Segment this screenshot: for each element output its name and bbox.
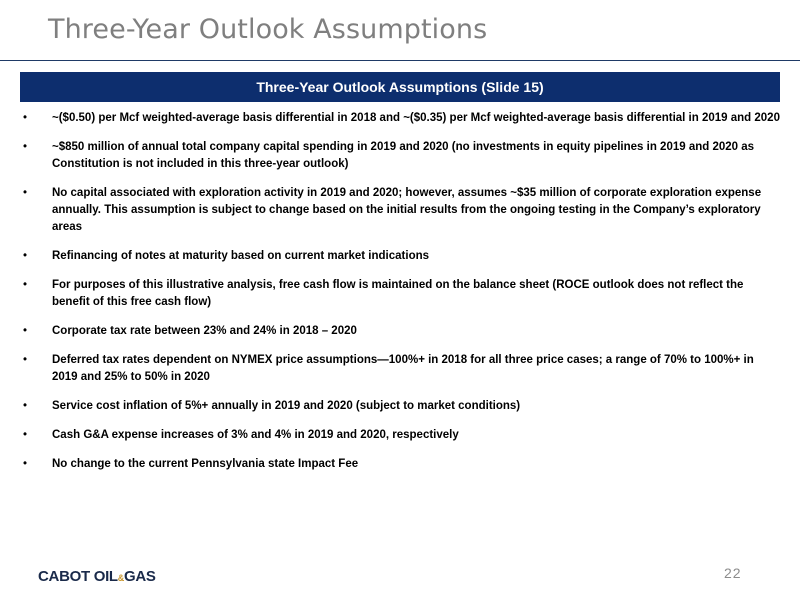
bullet-icon: • <box>23 187 28 199</box>
bullet-text: Deferred tax rates dependent on NYMEX price assumptions—100%+ in 2018 for all three price cases; a range of 70% to 100%+ in 2019 and 25% to 50% in 2020 <box>52 354 754 383</box>
assumptions-list <box>20 110 780 485</box>
bullet-icon: • <box>23 250 28 262</box>
bullet-text: Refinancing of notes at maturity based on current market indications <box>52 250 430 262</box>
list-item <box>20 456 780 473</box>
bullet-icon: • <box>23 112 28 124</box>
page-number: 22 <box>724 565 742 581</box>
list-item <box>20 139 780 173</box>
list-item <box>20 110 780 127</box>
list-item <box>20 352 780 386</box>
list-item <box>20 185 780 236</box>
bullet-icon: • <box>23 458 28 470</box>
banner-title: Three-Year Outlook Assumptions (Slide 15) <box>256 79 544 95</box>
list-item <box>20 427 780 444</box>
list-item <box>20 398 780 415</box>
bullet-text: For purposes of this illustrative analysis, free cash flow is maintained on the balance sheet (ROCE outlook does not reflect the benefit of this free cash flow) <box>52 279 744 308</box>
bullet-icon: • <box>23 354 28 366</box>
bullet-icon: • <box>23 279 28 291</box>
slide-title: Three-Year Outlook Assumptions <box>48 14 488 45</box>
bullet-text: ~$850 million of annual total company capital spending in 2019 and 2020 (no investments in equity pipelines in 2019 and 2020 as Constitution is not included in this three-year outlook) <box>52 141 755 170</box>
bullet-icon: • <box>23 429 28 441</box>
logo-ampersand: & <box>117 573 124 583</box>
bullet-text: ~($0.50) per Mcf weighted-average basis differential in 2018 and ~($0.35) per Mcf weighted-average basis differential in 2019 and 2020 <box>52 112 780 124</box>
list-item <box>20 277 780 311</box>
list-item <box>20 323 780 340</box>
bullet-icon: • <box>23 325 28 337</box>
bullet-text: No capital associated with exploration activity in 2019 and 2020; however, assumes ~$35 million of corporate exploration expense annually. This assumption is subject to change based on the initial results from the ongoing testing in the Company’s exploratory areas <box>52 187 762 233</box>
title-divider <box>0 60 800 61</box>
bullet-icon: • <box>23 400 28 412</box>
logo-text-primary: CABOT OIL <box>38 568 118 585</box>
section-banner <box>20 72 780 102</box>
bullet-icon: • <box>23 141 28 153</box>
bullet-text: Cash G&A expense increases of 3% and 4% in 2019 and 2020, respectively <box>52 429 459 441</box>
list-item <box>20 248 780 265</box>
company-logo <box>38 568 156 585</box>
bullet-text: Corporate tax rate between 23% and 24% in 2018 – 2020 <box>52 325 357 337</box>
bullet-text: Service cost inflation of 5%+ annually in 2019 and 2020 (subject to market conditions) <box>52 400 521 412</box>
logo-text-secondary: GAS <box>124 568 156 585</box>
bullet-text: No change to the current Pennsylvania state Impact Fee <box>52 458 359 470</box>
